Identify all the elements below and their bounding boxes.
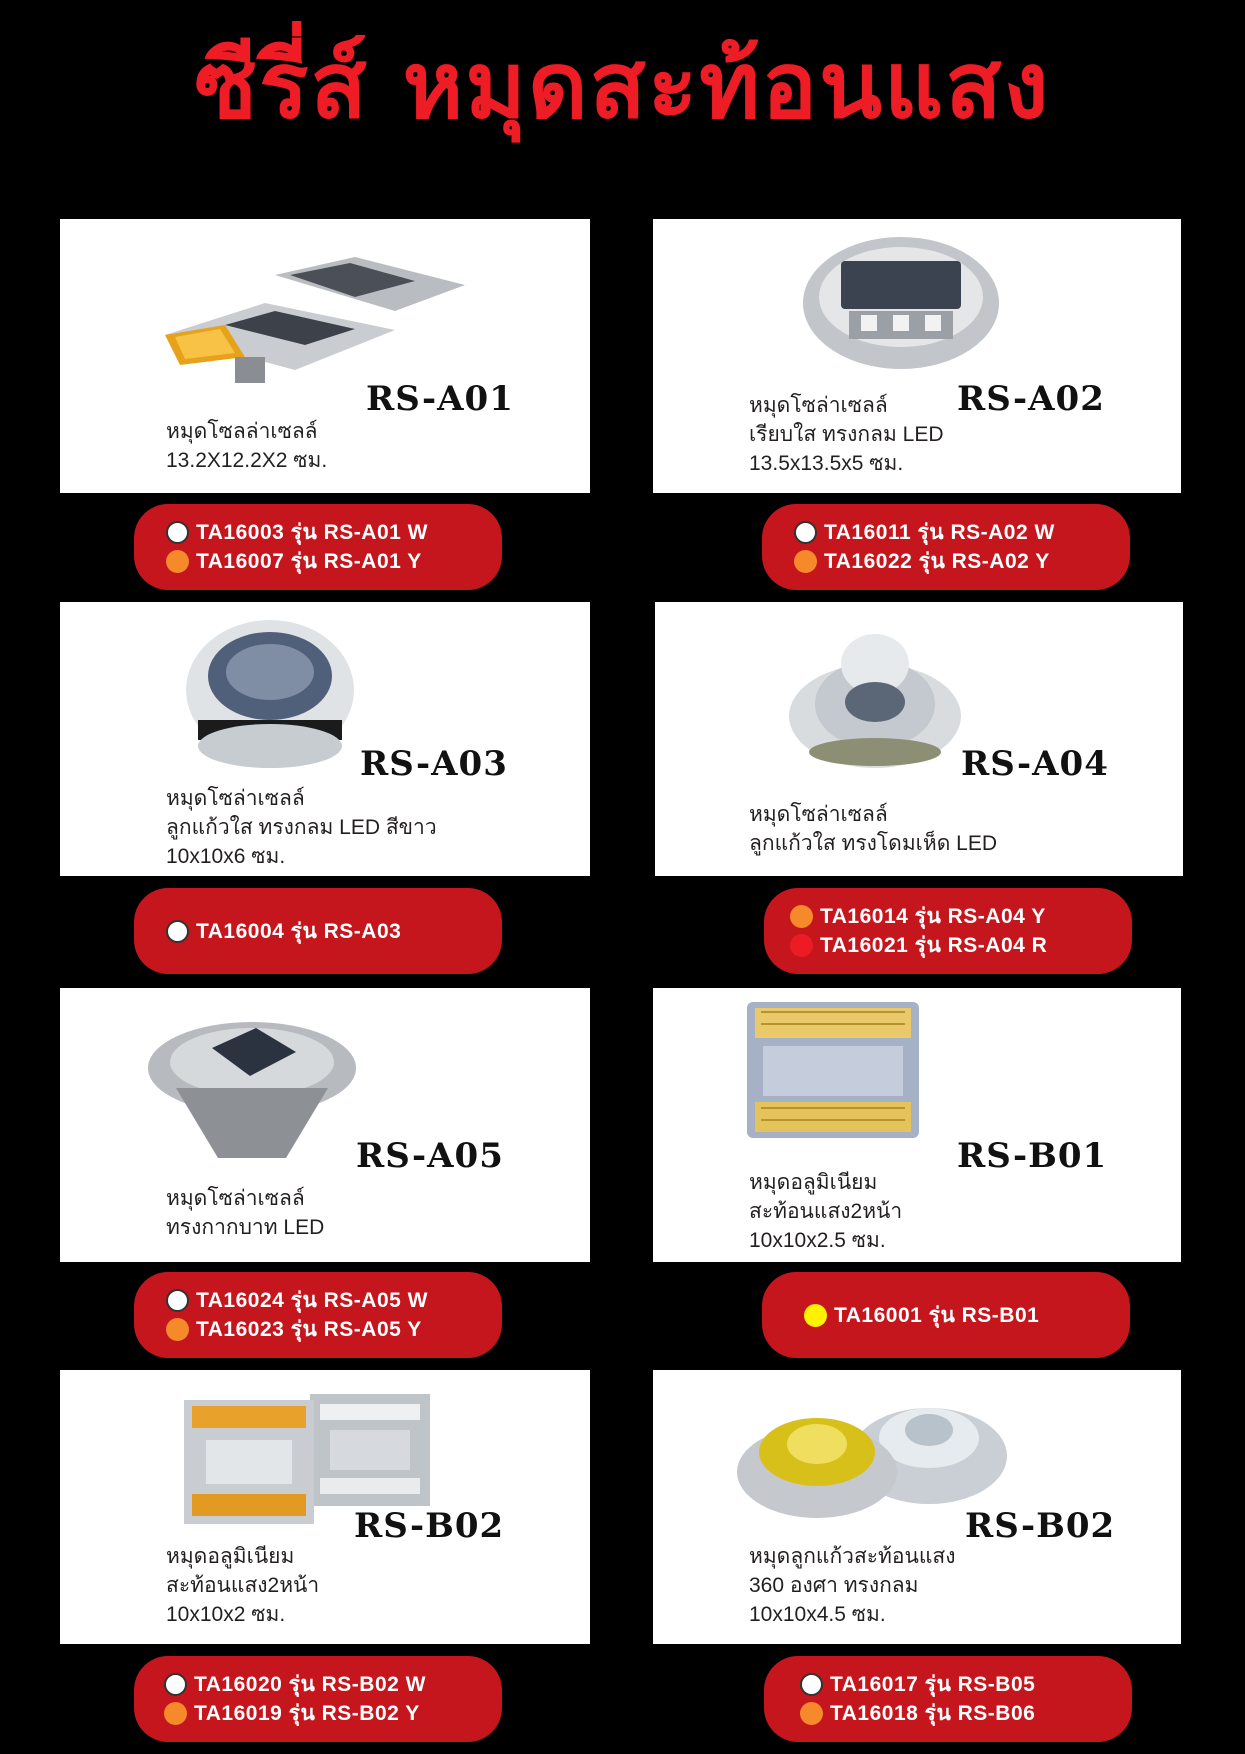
cross-shaped-solar-stud-image bbox=[146, 1018, 358, 1164]
orange-dot-icon bbox=[794, 550, 817, 573]
variant-row: TA16004 รุ่น RS-A03 bbox=[166, 917, 502, 946]
white-dot-icon bbox=[166, 521, 189, 544]
variant-pill-rs-a03 bbox=[134, 888, 502, 974]
model-label: RS-B02 bbox=[354, 1506, 505, 1546]
variant-row: TA16003 รุ่น RS-A01 W bbox=[166, 518, 502, 547]
mushroom-dome-stud-image bbox=[787, 624, 963, 774]
product-card-rs-a05 bbox=[60, 988, 590, 1262]
round-solar-stud-image bbox=[801, 233, 1001, 373]
variant-row: TA16011 รุ่น RS-A02 W bbox=[794, 518, 1130, 547]
model-label: RS-A05 bbox=[356, 1136, 504, 1176]
variant-row: TA16024 รุ่น RS-A05 W bbox=[166, 1286, 502, 1315]
white-dot-icon bbox=[166, 1289, 189, 1312]
product-description: หมุดโซลล่าเซลล์ 13.2X12.2X2 ซม. bbox=[166, 420, 328, 472]
variant-row: TA16023 รุ่น RS-A05 Y bbox=[166, 1315, 502, 1344]
product-card-rs-a01 bbox=[60, 219, 590, 493]
orange-dot-icon bbox=[164, 1702, 187, 1725]
product-card-rs-a02 bbox=[653, 219, 1181, 493]
variant-pill-rs-b05-b06 bbox=[764, 1656, 1132, 1742]
glass-ball-reflector-pair-image bbox=[737, 1400, 1009, 1520]
model-label: RS-A03 bbox=[360, 744, 508, 784]
product-description: หมุดอลูมิเนียม สะท้อนแสง2หน้า 10x10x2.5 ซม. bbox=[749, 1171, 903, 1252]
yellow-dot-icon bbox=[804, 1304, 827, 1327]
variant-row: TA16020 รุ่น RS-B02 W bbox=[164, 1670, 502, 1699]
product-description: หมุดโซล่าเซลล์ เรียบใส ทรงกลม LED 13.5x13.5x5 ซม. bbox=[749, 394, 944, 475]
variant-pill-rs-a05 bbox=[134, 1272, 502, 1358]
glass-dome-stud-image bbox=[184, 616, 356, 776]
variant-row: TA16022 รุ่น RS-A02 Y bbox=[794, 547, 1130, 576]
variant-pill-rs-a01 bbox=[134, 504, 502, 590]
page-title: ซีรี่ส์ หมุดสะท้อนแสง bbox=[194, 32, 1051, 139]
variant-pill-rs-a04 bbox=[764, 888, 1132, 974]
variant-pill-rs-b01 bbox=[762, 1272, 1130, 1358]
white-dot-icon bbox=[166, 920, 189, 943]
variant-row: TA16019 รุ่น RS-B02 Y bbox=[164, 1699, 502, 1728]
product-description: หมุดโซล่าเซลล์ ลูกแก้วใส ทรงกลม LED สีขาว 10x10x6 ซม. bbox=[166, 787, 437, 868]
variant-row: TA16021 รุ่น RS-A04 R bbox=[790, 931, 1132, 960]
model-label: RS-B01 bbox=[957, 1136, 1108, 1176]
variant-pill-rs-b02 bbox=[134, 1656, 502, 1742]
orange-dot-icon bbox=[800, 1702, 823, 1725]
product-card-rs-a04 bbox=[655, 602, 1183, 876]
product-description: หมุดอลูมิเนียม สะท้อนแสง2หน้า 10x10x2 ซม. bbox=[166, 1545, 320, 1626]
road-stud-solar-pair-image bbox=[165, 245, 465, 385]
orange-dot-icon bbox=[166, 1318, 189, 1341]
orange-dot-icon bbox=[790, 905, 813, 928]
product-card-rs-b02 bbox=[60, 1370, 590, 1644]
variant-row: TA16017 รุ่น RS-B05 bbox=[800, 1670, 1132, 1699]
aluminium-reflector-stud-image bbox=[745, 1000, 921, 1142]
orange-dot-icon bbox=[166, 550, 189, 573]
variant-row: TA16001 รุ่น RS-B01 bbox=[804, 1301, 1130, 1330]
variant-pill-rs-a02 bbox=[762, 504, 1130, 590]
model-label: RS-A04 bbox=[961, 744, 1109, 784]
variant-row: TA16014 รุ่น RS-A04 Y bbox=[790, 902, 1132, 931]
product-description: หมุดโซล่าเซลล์ ทรงกากบาท LED bbox=[166, 1187, 325, 1239]
product-card-rs-b01 bbox=[653, 988, 1181, 1262]
white-dot-icon bbox=[164, 1673, 187, 1696]
variant-row: TA16018 รุ่น RS-B06 bbox=[800, 1699, 1132, 1728]
model-label: RS-A02 bbox=[957, 379, 1105, 419]
white-dot-icon bbox=[800, 1673, 823, 1696]
model-label: RS-A01 bbox=[366, 379, 514, 419]
product-description: หมุดโซล่าเซลล์ ลูกแก้วใส ทรงโดมเห็ด LED bbox=[749, 803, 998, 855]
product-card-rs-b05-b06 bbox=[653, 1370, 1181, 1644]
red-dot-icon bbox=[790, 934, 813, 957]
variant-row: TA16007 รุ่น RS-A01 Y bbox=[166, 547, 502, 576]
product-card-rs-a03 bbox=[60, 602, 590, 876]
model-label: RS-B02 bbox=[965, 1506, 1116, 1546]
product-description: หมุดลูกแก้วสะท้อนแสง 360 องศา ทรงกลม 10x10x4.5 ซม. bbox=[749, 1545, 956, 1626]
white-dot-icon bbox=[794, 521, 817, 544]
